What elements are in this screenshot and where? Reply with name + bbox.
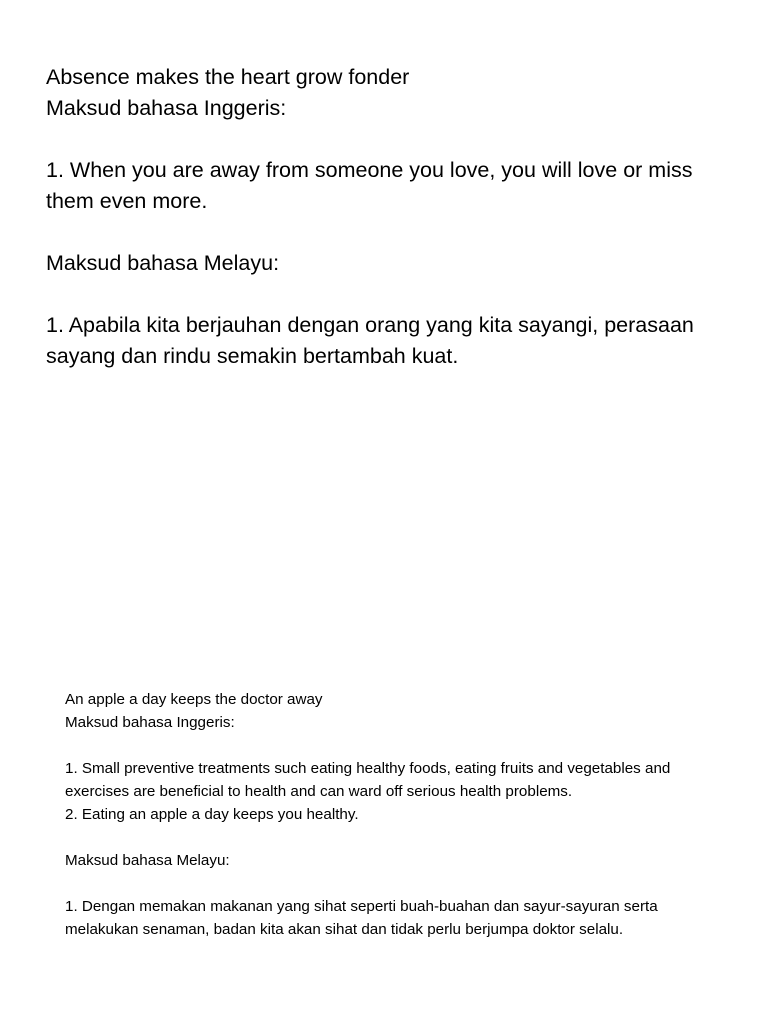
spacer xyxy=(65,734,715,757)
malay-meaning-point: 1. Apabila kita berjauhan dengan orang yang kita sayangi, perasaan sayang dan rindu semakin bertambah kuat. xyxy=(46,313,694,368)
english-meaning-heading: Maksud bahasa Inggeris: xyxy=(46,96,287,120)
spacer xyxy=(46,217,726,248)
english-meaning-heading: Maksud bahasa Inggeris: xyxy=(65,714,235,731)
spacer xyxy=(65,872,715,895)
idiom-title: Absence makes the heart grow fonder xyxy=(46,65,410,89)
malay-meaning-heading: Maksud bahasa Melayu: xyxy=(65,852,230,869)
idiom-section-apple xyxy=(65,688,715,941)
english-meaning-point: 1. Small preventive treatments such eating healthy foods, eating fruits and vegetables and exercises are beneficial to health and can ward off serious health problems. xyxy=(65,760,671,800)
malay-meaning-point: 1. Dengan memakan makanan yang sihat seperti buah-buahan dan sayur-sayuran serta melakukan senaman, badan kita akan sihat dan tidak perlu berjumpa doktor selalu. xyxy=(65,898,658,938)
english-meaning-point: 1. When you are away from someone you love, you will love or miss them even more. xyxy=(46,158,693,213)
spacer xyxy=(46,124,726,155)
idiom-title: An apple a day keeps the doctor away xyxy=(65,691,323,708)
spacer xyxy=(46,279,726,310)
malay-meaning-heading: Maksud bahasa Melayu: xyxy=(46,251,280,275)
spacer xyxy=(65,826,715,849)
english-meaning-point: 2. Eating an apple a day keeps you healthy. xyxy=(65,806,359,823)
idiom-section-absence xyxy=(46,62,726,372)
